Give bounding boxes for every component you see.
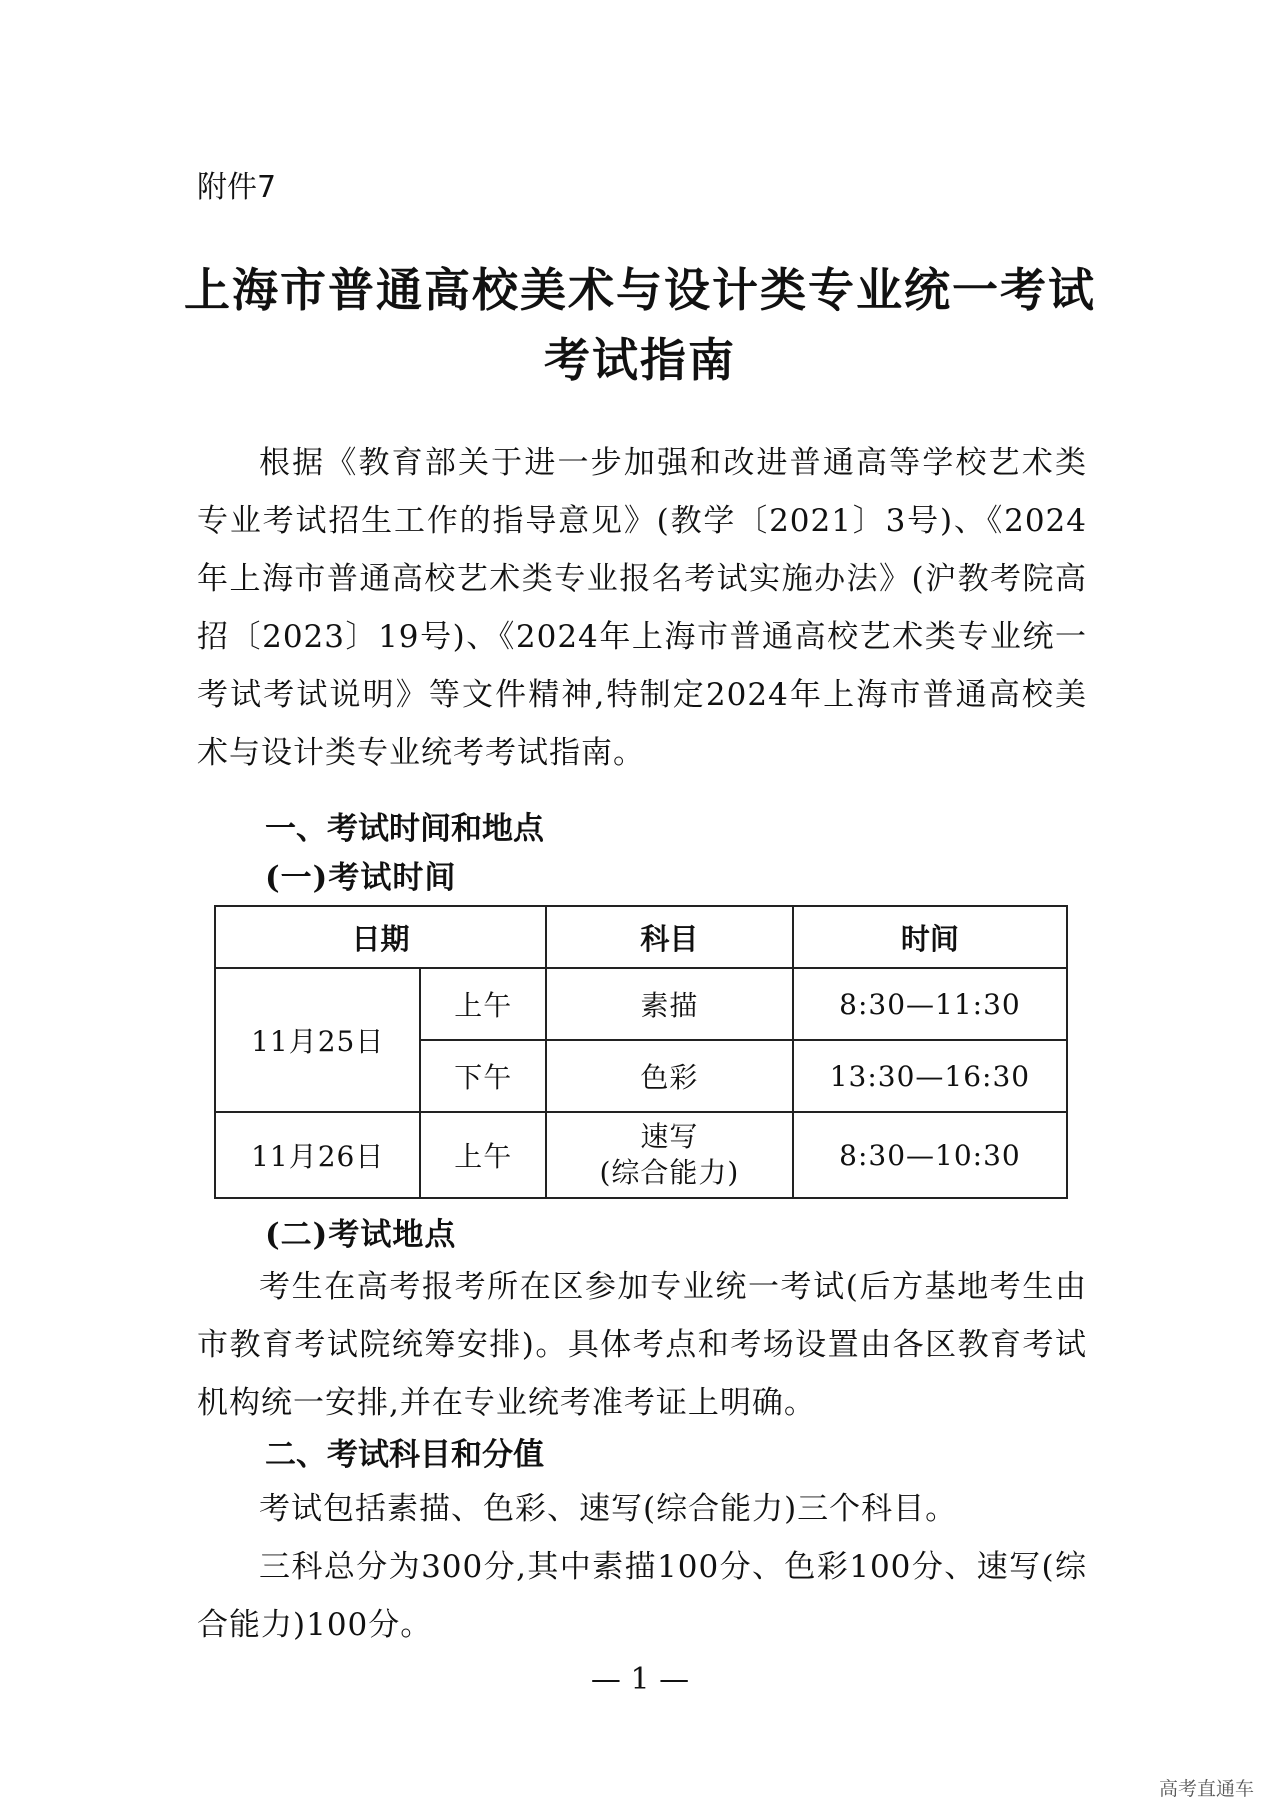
- cell-half-day: 上午: [420, 968, 546, 1040]
- cell-time: 8:30—10:30: [793, 1112, 1067, 1198]
- location-paragraph: 考生在高考报考所在区参加专业统一考试(后方基地考生由市教育考试院统筹安排)。具体考点和考场设置由各区教育考试机构统一安排,并在专业统考准考证上明确。: [197, 1269, 1087, 1421]
- attachment-label: 附件7: [197, 170, 277, 205]
- section-heading-time-location: 一、考试时间和地点: [265, 811, 544, 847]
- cell-time: 13:30—16:30: [793, 1040, 1067, 1112]
- scores-paragraph: 三科总分为300分,其中素描100分、色彩100分、速写(综合能力)100分。: [197, 1549, 1087, 1643]
- page-number: — 1 —: [590, 1662, 690, 1697]
- cell-subject: [546, 1112, 793, 1198]
- watermark-text: 高考直通车: [1158, 1778, 1254, 1800]
- subheading-exam-location: (二)考试地点: [265, 1217, 457, 1253]
- subjects-paragraph: 考试包括素描、色彩、速写(综合能力)三个科目。: [259, 1491, 958, 1527]
- cell-subject-line-1: 速写: [640, 1120, 699, 1153]
- table-header-row: [215, 906, 1067, 968]
- cell-time: 8:30—11:30: [793, 968, 1067, 1040]
- cell-subject: 素描: [546, 968, 793, 1040]
- document-title-line-2: 考试指南: [544, 333, 736, 387]
- header-subject: 科目: [546, 906, 793, 968]
- cell-date: 11月26日: [215, 1112, 420, 1198]
- table-row: [215, 1112, 1067, 1198]
- header-date: 日期: [215, 906, 546, 968]
- section-heading-subjects-scores: 二、考试科目和分值: [265, 1437, 544, 1473]
- table-row: [215, 968, 1067, 1040]
- cell-subject: 色彩: [546, 1040, 793, 1112]
- header-time: 时间: [793, 906, 1067, 968]
- exam-schedule-table: [214, 905, 1068, 1199]
- document-title-line-1: 上海市普通高校美术与设计类专业统一考试: [184, 263, 1096, 317]
- cell-half-day: 下午: [420, 1040, 546, 1112]
- cell-subject-line-2: (综合能力): [599, 1156, 740, 1189]
- cell-date: 11月25日: [215, 968, 420, 1112]
- cell-half-day: 上午: [420, 1112, 546, 1198]
- subheading-exam-time: (一)考试时间: [265, 860, 457, 896]
- intro-paragraph: 根据《教育部关于进一步加强和改进普通高等学校艺术类专业考试招生工作的指导意见》(教学〔2021〕3号)、《2024年上海市普通高校艺术类专业报名考试实施办法》(沪教考院高招〔2023〕19号)、《2024年上海市普通高校艺术类专业统一考试考试说明》等文件精神,特制定2024年上海市普通高校美术与设计类专业统考考试指南。: [197, 445, 1087, 771]
